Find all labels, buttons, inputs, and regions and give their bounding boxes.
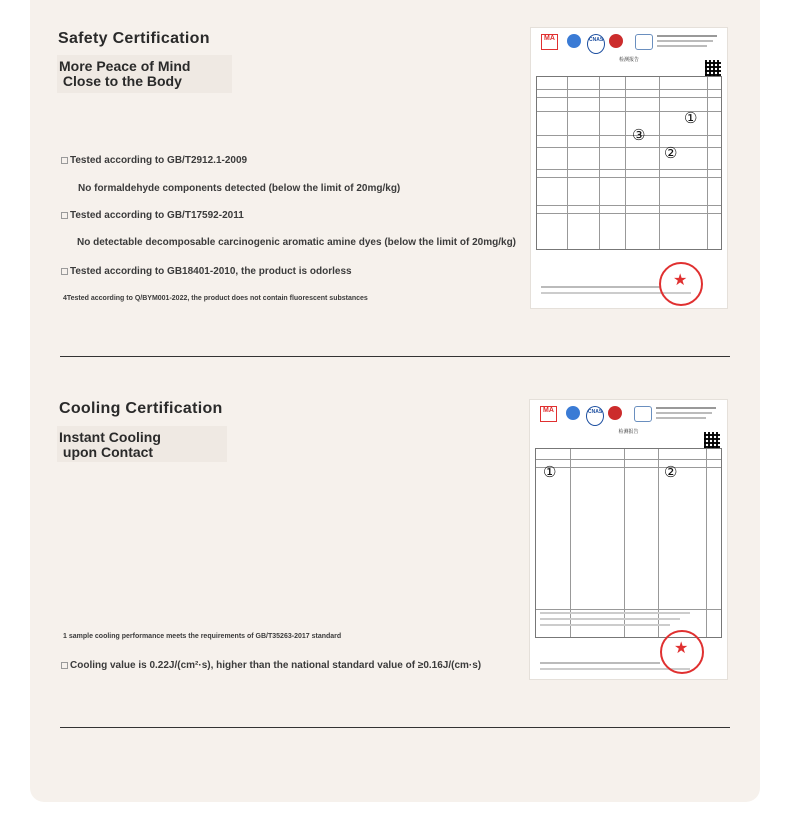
section-divider-2 [60,727,730,728]
report-table [535,448,722,638]
agency-logo [635,34,653,50]
seal-logo [608,406,622,420]
bullet-icon [61,157,68,164]
red-seal-stamp [659,262,703,306]
safety-line-1: Tested according to GB/T2912.1-2009 [61,155,247,166]
cooling-report-image [529,399,728,680]
section-divider-1 [60,356,730,357]
qr-code [704,432,720,448]
marker-2: ② [664,145,678,162]
qr-code [705,60,721,76]
cooling-line-1: 1 sample cooling performance meets the requirements of GB/T35263-2017 standard [63,633,342,640]
red-seal-stamp [660,630,704,674]
marker-2: ② [664,464,678,481]
safety-report-image [530,27,728,309]
bullet-icon [61,212,68,219]
ma-logo: MA [541,34,558,50]
seal-logo [609,34,623,48]
report-heading: 检测报告 [618,429,639,435]
agency-logo [634,406,652,422]
report-heading: 检测报告 [618,57,639,63]
safety-line-4: No detectable decomposable carcinogenic aromatic amine dyes (below the limit of 20mg/kg) [77,237,517,248]
report-table [536,76,722,250]
cnas-logo: CNAS [587,34,605,54]
ilac-logo [567,34,581,48]
bullet-icon [61,268,68,275]
safety-subtitle: More Peace of Mind Close to the Body [59,58,191,89]
marker-1: ① [684,110,698,127]
cooling-subtitle: Instant Cooling upon Contact [59,429,161,460]
safety-line-5: Tested according to GB18401-2010, the product is odorless [61,266,352,277]
safety-title: Safety Certification [58,30,210,47]
marker-1: ① [543,464,557,481]
star-icon: ★ [674,640,689,657]
cnas-logo: CNAS [586,406,604,426]
safety-line-2: No formaldehyde components detected (below the limit of 20mg/kg) [78,183,401,194]
safety-line-3: Tested according to GB/T17592-2011 [61,210,244,221]
ma-logo: MA [540,406,557,422]
safety-line-6: 4Tested according to Q/BYM001-2022, the product does not contain fluorescent substances [63,295,368,302]
bullet-icon [61,662,68,669]
marker-3: ③ [632,127,646,144]
star-icon: ★ [673,272,688,289]
cooling-title: Cooling Certification [59,400,223,417]
ilac-logo [566,406,580,420]
cooling-line-2: Cooling value is 0.22J/(cm²·s), higher than the national standard value of ≥0.16J/(cm·s) [61,660,481,671]
